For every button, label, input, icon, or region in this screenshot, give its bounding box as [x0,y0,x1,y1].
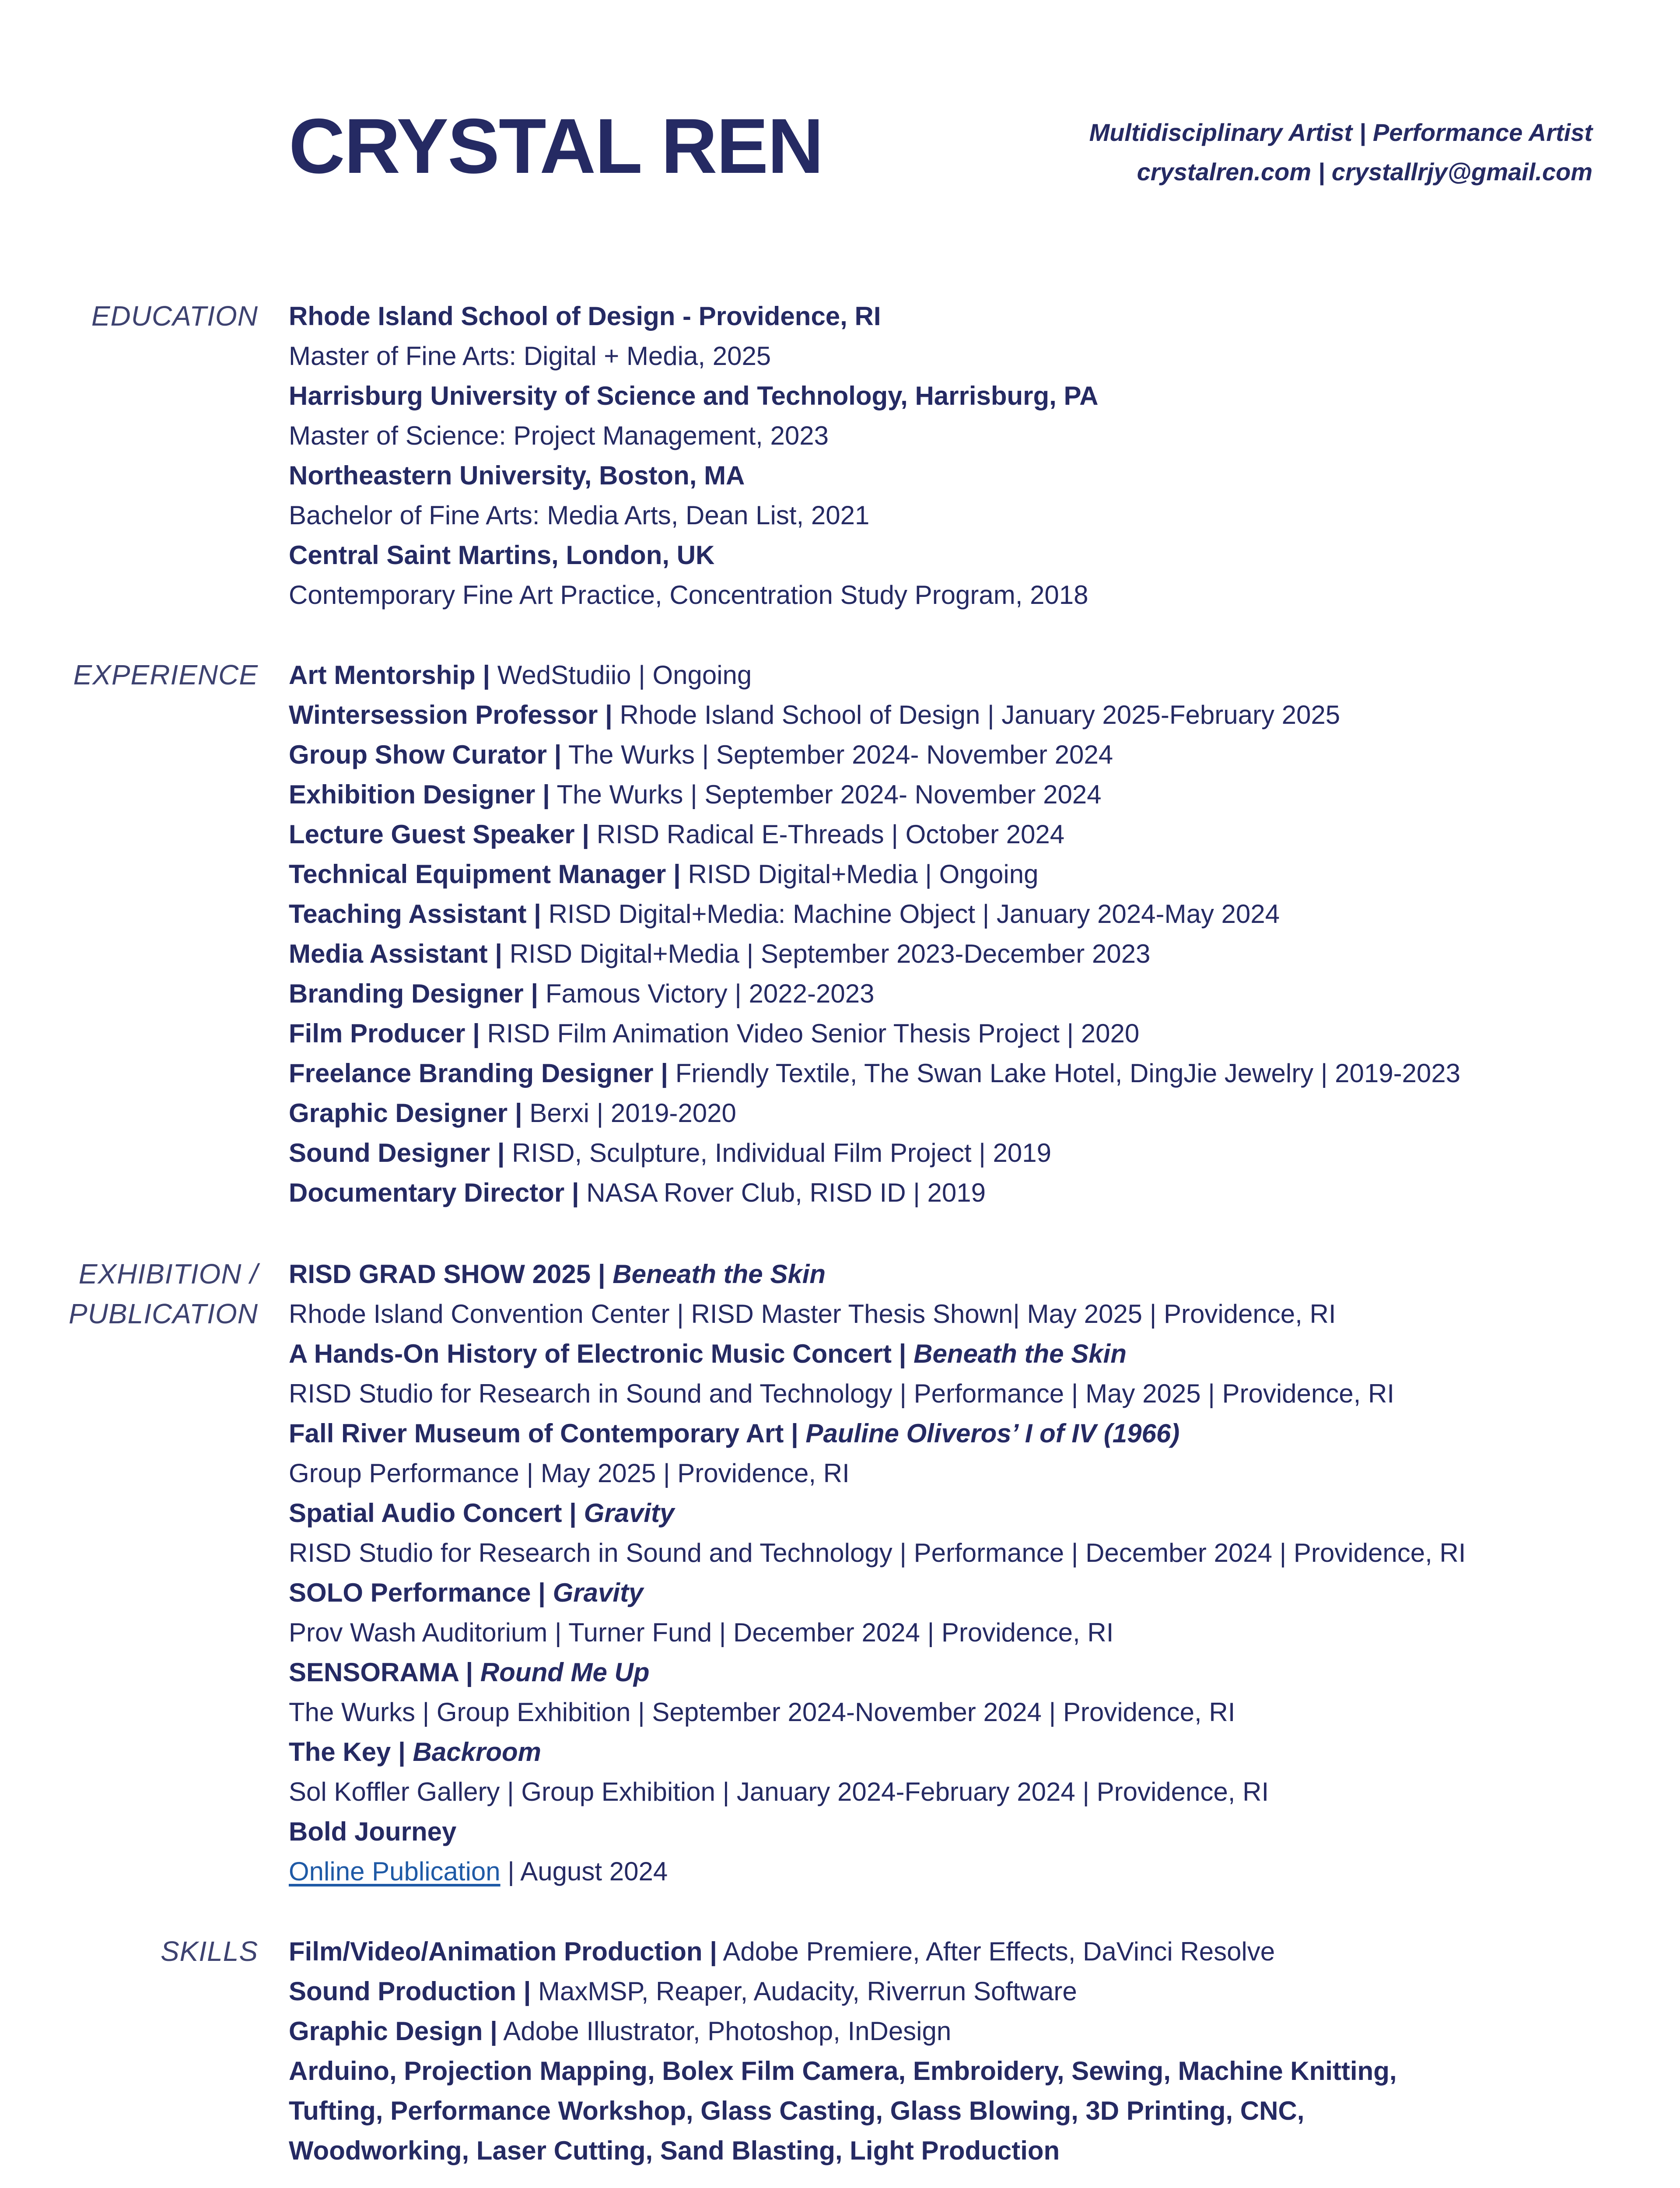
experience-item [289,814,1645,854]
experience-role: Film Producer | [289,1019,480,1048]
education-school: Northeastern University, Boston, MA [289,461,745,490]
experience-detail: Friendly Textile, The Swan Lake Hotel, DingJie Jewelry | 2019-2023 [668,1059,1461,1088]
exhibition-title-line [289,1732,1645,1772]
skill-area: Graphic Design | [289,2016,497,2046]
education-detail: Master of Fine Arts: Digital + Media, 2025 [289,341,771,371]
other-skills-line: Woodworking, Laser Cutting, Sand Blasting, Light Production [289,2136,1060,2165]
skill-item [289,2011,1645,2051]
skill-item [289,1971,1645,2011]
education-detail: Master of Science: Project Management, 2023 [289,421,829,450]
exhibition-title-line [289,1413,1645,1453]
exhibition-work: Gravity [545,1578,644,1607]
experience-detail: RISD, Sculpture, Individual Film Project | 2019 [504,1138,1051,1168]
experience-item [289,775,1645,814]
skills-label: SKILLS [160,1936,258,1967]
experience-detail: Famous Victory | 2022-2023 [538,979,875,1008]
experience-role: Technical Equipment Manager | [289,859,681,889]
publication-date: | August 2024 [500,1857,668,1886]
exhibition-detail: RISD Studio for Research in Sound and Technology | Performance | May 2025 | Providence, RI [289,1379,1395,1408]
exhibition-title-line [289,1334,1645,1374]
exhibition-work: Pauline Oliveros’ I of IV (1966) [798,1419,1180,1448]
skill-tools: MaxMSP, Reaper, Audacity, Riverrun Software [531,1977,1077,2006]
exhibition-title-line [289,1652,1645,1692]
education-label: EDUCATION [91,300,258,332]
publication-title: Bold Journey [289,1817,457,1846]
experience-detail: Berxi | 2019-2020 [522,1098,736,1128]
exhibition-detail: Prov Wash Auditorium | Turner Fund | December 2024 | Providence, RI [289,1618,1114,1647]
exhibition-detail: The Wurks | Group Exhibition | September 2024-November 2024 | Providence, RI [289,1697,1236,1727]
skill-tools: Adobe Illustrator, Photoshop, InDesign [497,2016,952,2046]
exhibition-work: Beneath the Skin [605,1259,826,1289]
exhibition-detail: Group Performance | May 2025 | Providence, RI [289,1459,850,1488]
experience-detail: The Wurks | September 2024- November 2024 [561,740,1113,769]
experience-role: Branding Designer | [289,979,539,1008]
exhibition-venue: SOLO Performance | [289,1578,546,1607]
exhibition-venue: A Hands-On History of Electronic Music Concert | [289,1339,906,1368]
contact-info[interactable]: crystalren.com | crystallrjy@gmail.com [1137,158,1592,186]
exhibition-detail: Sol Koffler Gallery | Group Exhibition | January 2024-February 2024 | Providence, RI [289,1777,1269,1806]
education-detail: Bachelor of Fine Arts: Media Arts, Dean List, 2021 [289,501,870,530]
exhibition-detail: RISD Studio for Research in Sound and Technology | Performance | December 2024 | Providence, RI [289,1538,1466,1567]
experience-role: Documentary Director | [289,1178,579,1207]
exhibition-entries [289,1254,1645,1891]
skill-item [289,1932,1645,1971]
education-school: Harrisburg University of Science and Technology, Harrisburg, PA [289,381,1099,410]
experience-role: Sound Designer | [289,1138,505,1168]
experience-item [289,974,1645,1013]
experience-role: Media Assistant | [289,939,503,968]
experience-detail: RISD Digital+Media | September 2023-December 2023 [502,939,1151,968]
exhibition-venue: SENSORAMA | [289,1658,473,1687]
experience-role: Lecture Guest Speaker | [289,820,590,849]
experience-item [289,1093,1645,1133]
header-contact-block [1089,113,1592,192]
experience-role: Group Show Curator | [289,740,562,769]
experience-detail: WedStudiio | Ongoing [490,660,752,690]
experience-detail: The Wurks | September 2024- November 2024 [550,780,1102,809]
exhibition-title-line [289,1573,1645,1613]
resume-name: CRYSTAL REN [289,102,823,189]
education-school: Central Saint Martins, London, UK [289,540,715,570]
experience-detail: RISD Digital+Media | Ongoing [680,859,1039,889]
experience-item [289,934,1645,974]
online-publication-link[interactable]: Online Publication [289,1857,500,1886]
skills-entries [289,1932,1645,2170]
other-skills-line: Tufting, Performance Workshop, Glass Casting, Glass Blowing, 3D Printing, CNC, [289,2096,1305,2125]
experience-detail: Rhode Island School of Design | January 2025-February 2025 [612,700,1340,729]
exhibition-venue: RISD GRAD SHOW 2025 | [289,1259,606,1289]
experience-item [289,695,1645,735]
experience-role: Freelance Branding Designer | [289,1059,668,1088]
exhibition-venue: Fall River Museum of Contemporary Art | [289,1419,798,1448]
experience-item [289,854,1645,894]
exhibition-title-line [289,1493,1645,1533]
exhibition-detail: Rhode Island Convention Center | RISD Master Thesis Shown| May 2025 | Providence, RI [289,1299,1336,1329]
exhibition-venue: The Key | [289,1737,406,1767]
exhibition-title-line [289,1254,1645,1294]
skill-area: Film/Video/Animation Production | [289,1937,718,1966]
experience-entries [289,655,1645,1213]
skill-tools: Adobe Premiere, After Effects, DaVinci Resolve [717,1937,1275,1966]
other-skills-line: Arduino, Projection Mapping, Bolex Film Camera, Embroidery, Sewing, Machine Knitting, [289,2056,1397,2086]
education-entries [289,296,1645,615]
exhibition-label: EXHIBITION / PUBLICATION [69,1258,258,1329]
experience-detail: RISD Radical E-Threads | October 2024 [589,820,1065,849]
exhibition-work: Beneath the Skin [906,1339,1127,1368]
experience-item [289,655,1645,695]
experience-detail: RISD Film Animation Video Senior Thesis Project | 2020 [480,1019,1140,1048]
publication-line [289,1851,1645,1891]
experience-item [289,735,1645,775]
experience-item [289,1013,1645,1053]
experience-role: Exhibition Designer | [289,780,550,809]
skill-area: Sound Production | [289,1977,531,2006]
education-school: Rhode Island School of Design - Providence, RI [289,302,881,331]
experience-role: Wintersession Professor | [289,700,612,729]
exhibition-work: Round Me Up [473,1658,650,1687]
experience-item [289,1053,1645,1093]
tagline: Multidisciplinary Artist | Performance Artist [1089,119,1592,146]
experience-item [289,1133,1645,1173]
education-detail: Contemporary Fine Art Practice, Concentration Study Program, 2018 [289,580,1088,610]
experience-role: Teaching Assistant | [289,899,541,929]
experience-label: EXPERIENCE [73,659,258,691]
experience-role: Art Mentorship | [289,660,490,690]
experience-item [289,894,1645,934]
experience-detail: NASA Rover Club, RISD ID | 2019 [579,1178,986,1207]
exhibition-work: Gravity [576,1498,675,1528]
experience-item [289,1173,1645,1213]
exhibition-work: Backroom [405,1737,541,1767]
experience-role: Graphic Designer | [289,1098,522,1128]
experience-detail: RISD Digital+Media: Machine Object | January 2024-May 2024 [541,899,1280,929]
exhibition-venue: Spatial Audio Concert | [289,1498,577,1528]
